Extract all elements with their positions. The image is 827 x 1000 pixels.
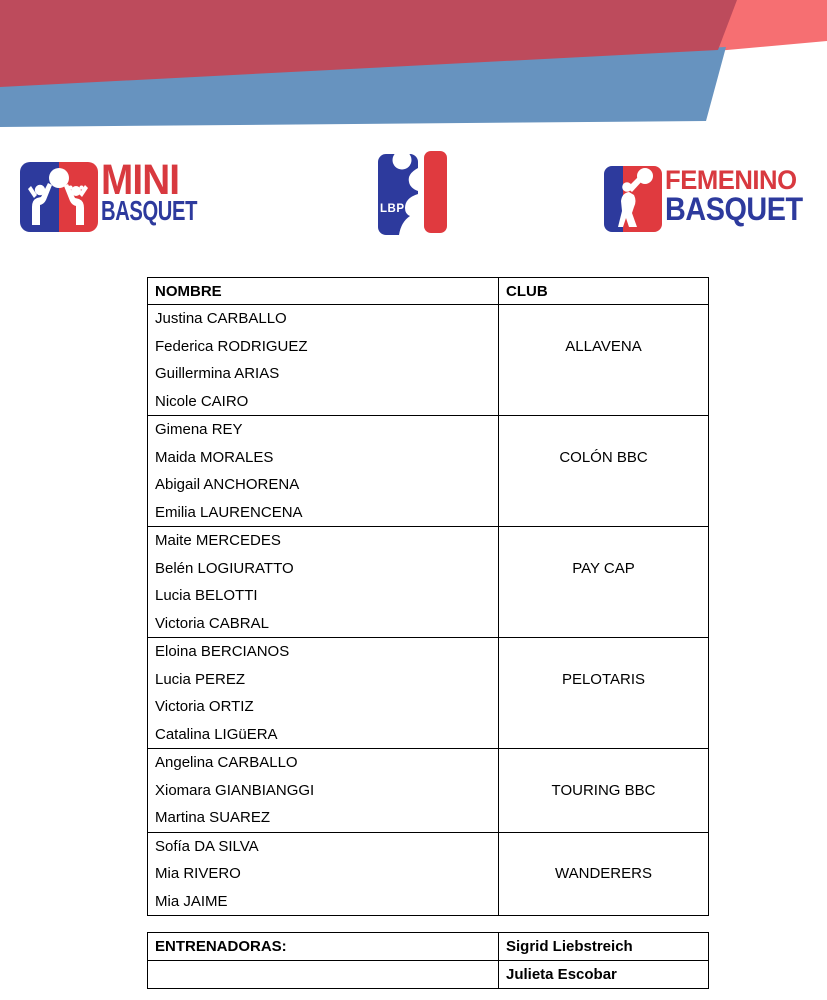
player-name: Lucia PEREZ — [155, 670, 246, 688]
player-name: Xiomara GIANBIANGGI — [155, 781, 315, 799]
empty-cell — [148, 961, 499, 989]
lbp-text: LBP — [380, 203, 405, 215]
roster-table — [147, 277, 709, 916]
femenino-wordmark-line1: FEMENINO — [665, 165, 797, 195]
player-name: Angelina CARBALLO — [155, 754, 298, 772]
femenino-basquet-wordmark — [665, 167, 818, 225]
player-name: Martina SUAREZ — [155, 809, 271, 827]
column-header-club: CLUB — [499, 278, 709, 305]
player-name: Emilia LAURENCENA — [155, 503, 303, 521]
player-name: Catalina LIGüERA — [155, 725, 278, 743]
club-group-row — [148, 527, 709, 638]
mini-wordmark-line1: MINI — [101, 156, 180, 204]
mini-wordmark-line2: BASQUET — [101, 195, 198, 226]
club-name: PELOTARIS — [561, 670, 646, 688]
player-name: Belén LOGIURATTO — [155, 559, 294, 577]
lbp-league-logo-icon — [372, 147, 452, 239]
player-name: Maite MERCEDES — [155, 532, 281, 550]
club-group-row — [148, 416, 709, 527]
club-name: TOURING BBC — [551, 781, 656, 799]
player-name: Mia JAIME — [155, 892, 228, 910]
player-name: Guillermina ARIAS — [155, 365, 280, 383]
coach-row — [148, 933, 709, 961]
femenino-wordmark-line2: BASQUET — [665, 191, 803, 227]
club-name: COLÓN BBC — [559, 448, 648, 466]
coach-name: Julieta Escobar — [499, 961, 709, 989]
players-cell — [148, 305, 499, 416]
club-name: ALLAVENA — [565, 337, 642, 355]
players-cell — [148, 638, 499, 749]
club-cell — [499, 305, 709, 416]
players-cell — [148, 749, 499, 833]
player-name: Lucia BELOTTI — [155, 587, 258, 605]
player-name: Nicole CAIRO — [155, 392, 249, 410]
club-cell — [499, 416, 709, 527]
player-name: Sofía DA SILVA — [155, 837, 259, 855]
mini-basquet-badge-icon — [20, 162, 98, 232]
column-header-nombre: NOMBRE — [148, 278, 499, 305]
coaches-table — [147, 932, 709, 989]
mini-basquet-wordmark — [101, 156, 234, 226]
roster-header-row — [148, 278, 709, 305]
coaches-label: ENTRENADORAS: — [148, 933, 499, 961]
club-cell — [499, 527, 709, 638]
player-name: Mia RIVERO — [155, 865, 241, 883]
club-name: PAY CAP — [572, 559, 635, 577]
club-cell — [499, 832, 709, 916]
club-group-row — [148, 305, 709, 416]
player-name: Victoria CABRAL — [155, 614, 269, 632]
club-cell — [499, 638, 709, 749]
femenino-basquet-badge-icon — [604, 166, 662, 232]
player-name: Gimena REY — [155, 421, 243, 439]
players-cell — [148, 416, 499, 527]
player-name: Justina CARBALLO — [155, 310, 287, 328]
club-group-row — [148, 832, 709, 916]
coach-name: Sigrid Liebstreich — [499, 933, 709, 961]
coach-row — [148, 961, 709, 989]
player-name: Federica RODRIGUEZ — [155, 337, 308, 355]
club-group-row — [148, 638, 709, 749]
player-name: Maida MORALES — [155, 448, 274, 466]
players-cell — [148, 527, 499, 638]
player-name: Eloina BERCIANOS — [155, 643, 290, 661]
club-name: WANDERERS — [555, 865, 652, 883]
club-group-row — [148, 749, 709, 833]
club-cell — [499, 749, 709, 833]
players-cell — [148, 832, 499, 916]
player-name: Victoria ORTIZ — [155, 698, 254, 716]
header-banner — [0, 0, 827, 135]
player-name: Abigail ANCHORENA — [155, 476, 300, 494]
